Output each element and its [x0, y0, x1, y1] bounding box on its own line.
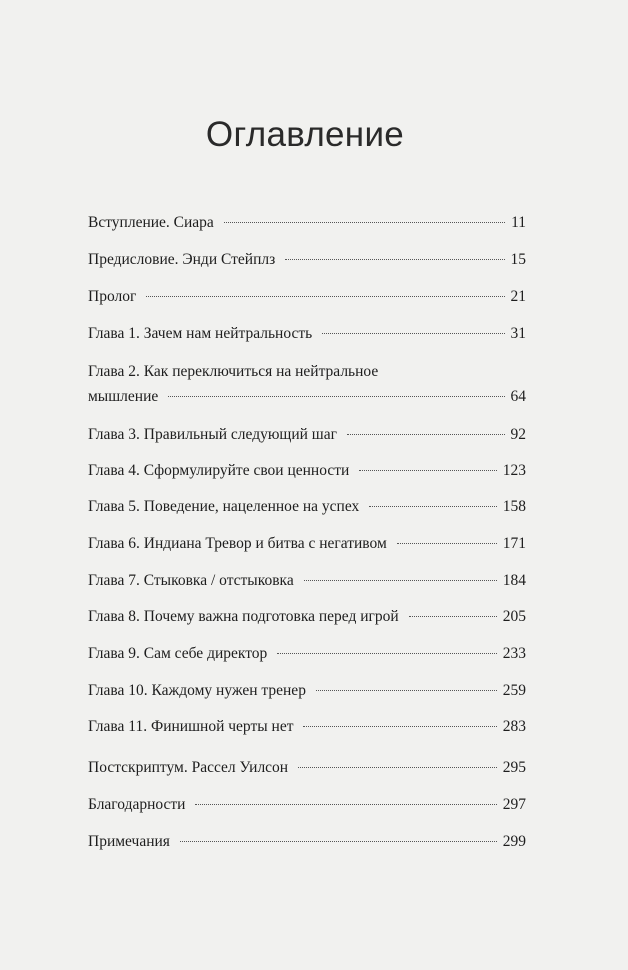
toc-entry	[88, 323, 526, 344]
toc-entry-label: Глава 5. Поведение, нацеленное на успех	[88, 498, 360, 515]
dot-leader	[409, 616, 497, 617]
toc-entry-page: 297	[502, 796, 526, 813]
dot-leader	[304, 580, 497, 581]
toc-entry-label-line1: Глава 2. Как переключиться на нейтральное	[88, 363, 379, 380]
toc-entry-page: 158	[502, 498, 526, 515]
toc-entry	[88, 757, 526, 778]
dot-leader	[316, 690, 497, 691]
toc-entry	[88, 794, 526, 815]
toc-entry	[88, 286, 526, 307]
toc-entry-page: 64	[510, 388, 526, 405]
toc-entry-page: 233	[502, 645, 526, 662]
toc-entry-label-line2: мышление	[88, 388, 159, 405]
toc-entry	[88, 643, 526, 664]
toc-entry-label: Глава 6. Индиана Тревор и битва с негативом	[88, 535, 387, 552]
toc-entry	[88, 680, 526, 701]
toc-entry-page: 295	[502, 759, 526, 776]
toc-entry	[88, 570, 526, 591]
page-title: Оглавление	[205, 115, 405, 155]
toc-entry-label: Глава 9. Сам себе директор	[88, 645, 268, 662]
toc-entry-page: 171	[502, 535, 526, 552]
toc-entry-label: Глава 11. Финишной черты нет	[88, 718, 294, 735]
toc-entry-page: 205	[502, 608, 526, 625]
toc-entry	[88, 249, 526, 270]
toc-entry-page: 92	[510, 426, 526, 443]
dot-leader	[303, 726, 496, 727]
dot-leader	[146, 296, 504, 297]
dot-leader	[369, 506, 496, 507]
toc-entry	[88, 831, 526, 852]
dot-leader	[168, 396, 504, 397]
toc-entry-page: 11	[511, 214, 526, 231]
toc-entry-page: 259	[502, 682, 526, 699]
dot-leader	[277, 653, 496, 654]
dot-leader	[285, 259, 504, 260]
toc-entry	[88, 424, 526, 445]
toc-entry-label: Пролог	[88, 288, 137, 305]
toc-entry-page: 15	[510, 251, 526, 268]
toc-entry	[88, 361, 526, 407]
toc-entry	[88, 606, 526, 627]
toc-entry-page: 299	[502, 833, 526, 850]
toc-entry	[88, 212, 526, 233]
toc-entry	[88, 533, 526, 554]
toc-entry-label: Примечания	[88, 833, 170, 850]
toc-entry-page: 31	[510, 325, 526, 342]
toc-entry-label: Глава 7. Стыковка / отстыковка	[88, 572, 294, 589]
toc-entry-page: 283	[502, 718, 526, 735]
toc-entry	[88, 460, 526, 481]
toc-entry-label: Вступление. Сиара	[88, 214, 214, 231]
toc-entry-label: Предисловие. Энди Стейплз	[88, 251, 276, 268]
toc-entry-label: Глава 8. Почему важна подготовка перед игрой	[88, 608, 399, 625]
toc-entry-label: Глава 3. Правильный следующий шаг	[88, 426, 337, 443]
toc-entry-page: 21	[510, 288, 526, 305]
dot-leader	[359, 470, 496, 471]
toc-entry	[88, 496, 526, 517]
toc-entry-label: Благодарности	[88, 796, 186, 813]
toc-entry-label: Постскриптум. Рассел Уилсон	[88, 759, 289, 776]
dot-leader	[397, 543, 497, 544]
dot-leader	[180, 841, 497, 842]
dot-leader	[322, 333, 504, 334]
toc-entry-label: Глава 1. Зачем нам нейтральность	[88, 325, 313, 342]
toc-entry	[88, 716, 526, 737]
toc-entry-page: 184	[502, 572, 526, 589]
dot-leader	[195, 804, 496, 805]
dot-leader	[298, 767, 497, 768]
dot-leader	[224, 222, 505, 223]
toc-entry-page: 123	[502, 462, 526, 479]
dot-leader	[347, 434, 505, 435]
toc-entry-label: Глава 10. Каждому нужен тренер	[88, 682, 306, 699]
toc-entry-label: Глава 4. Сформулируйте свои ценности	[88, 462, 350, 479]
